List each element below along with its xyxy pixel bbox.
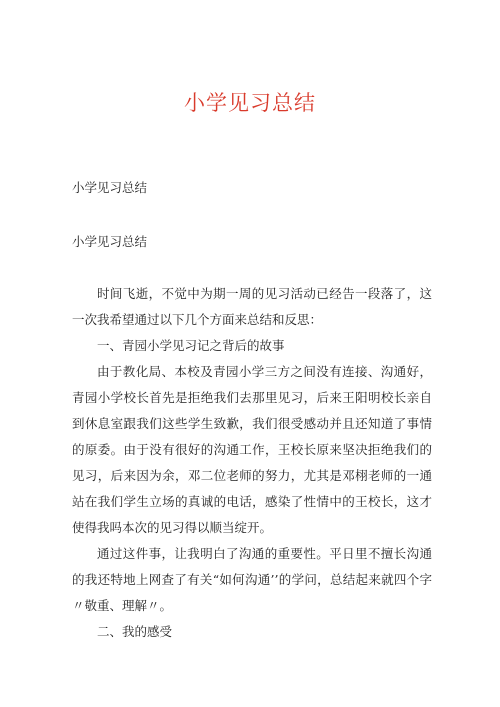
section-heading-2: 二、我的感受 [97, 624, 173, 639]
document-subtitle-2: 小学见习总结 [72, 234, 148, 249]
paragraph-intro: 时间飞逝，不觉中为期一周的见习活动已经告一段落了，这一次我希望通过以下几个方面来总结和反思： [72, 286, 432, 327]
document-subtitle-1: 小学见习总结 [72, 180, 148, 195]
paragraph-reflection: 通过这件事，让我明白了沟通的重要性。平日里不擅长沟通的我还特地上网查了有关“如何沟通’’的学问，总结起来就四个字〃敬重、理解〃。 [72, 546, 432, 613]
paragraph-story: 由于教化局、本校及青园小学三方之间没有连接、沟通好，青园小学校长首先是拒绝我们去那里见习，后来王阳明校长亲自到休息室跟我们这些学生致歉，我们很受感动并且还知道了事情的原委。由于没有很好的沟通工作，王校长原来坚决拒绝我们的见习，后来因为余，邓二位老师的努力，尤其是邓栩老师的一通站在我们学生立场的真诚的电话，感染了性情中的王校长，这才使得我吗本次的见习得以顺当绽开。 [72, 364, 432, 535]
document-body [72, 281, 432, 645]
section-heading-1: 一、青园小学见习记之背后的故事 [97, 338, 285, 353]
document-title: 小学见习总结 [184, 91, 316, 115]
